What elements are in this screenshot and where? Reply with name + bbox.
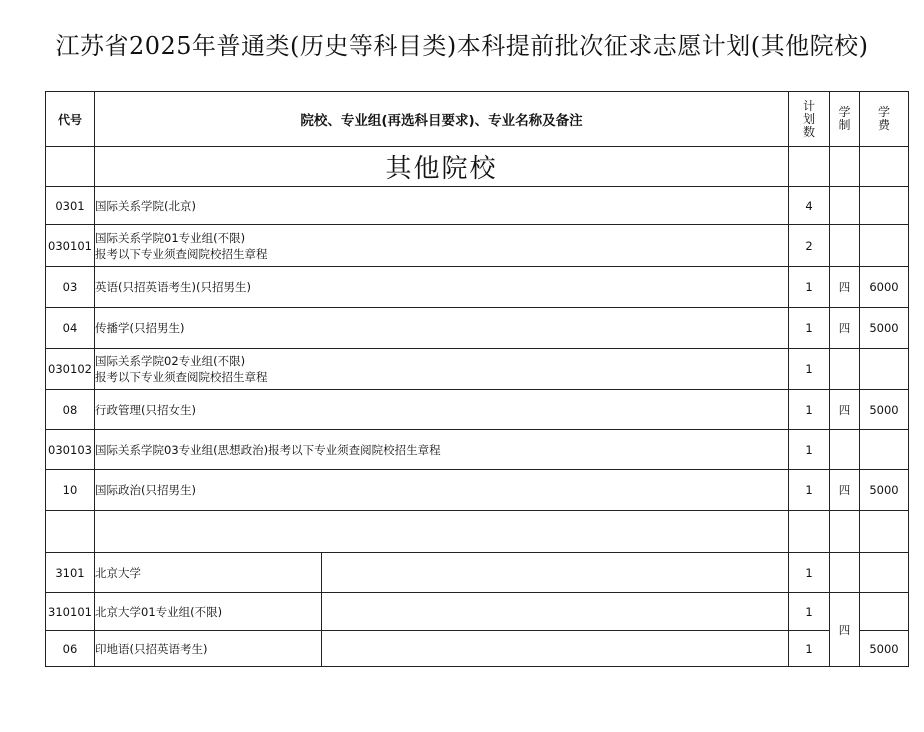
row-name: 北京大学 bbox=[95, 553, 322, 593]
row-plan: 4 bbox=[789, 187, 830, 225]
row-system bbox=[830, 349, 860, 390]
row-code: 08 bbox=[46, 390, 95, 430]
section-code-cell bbox=[46, 147, 95, 187]
row-plan: 1 bbox=[789, 308, 830, 349]
row-fee bbox=[860, 593, 909, 631]
row-system: 四 bbox=[830, 470, 860, 511]
header-plan: 计 划 数 bbox=[789, 92, 830, 147]
row-code: 06 bbox=[46, 631, 95, 667]
section-title: 其他院校 bbox=[95, 147, 789, 187]
row-fee: 5000 bbox=[860, 390, 909, 430]
table-row bbox=[46, 349, 909, 390]
page-title: 江苏省2025年普通类(历史等科目类)本科提前批次征求志愿计划(其他院校) bbox=[55, 32, 869, 60]
row-name: 印地语(只招英语考生) bbox=[95, 631, 322, 667]
row-system bbox=[830, 553, 860, 593]
row-code: 030103 bbox=[46, 430, 95, 470]
row-note bbox=[322, 553, 789, 593]
row-code: 3101 bbox=[46, 553, 95, 593]
row-name: 国际关系学院01专业组(不限) 报考以下专业须查阅院校招生章程 bbox=[95, 225, 789, 267]
section-row bbox=[46, 147, 909, 187]
header-system: 学 制 bbox=[830, 92, 860, 147]
header-fee: 学 费 bbox=[860, 92, 909, 147]
row-fee bbox=[860, 553, 909, 593]
row-fee bbox=[860, 225, 909, 267]
row-name: 国际关系学院(北京) bbox=[95, 187, 789, 225]
table-row bbox=[46, 631, 909, 667]
table-row bbox=[46, 470, 909, 511]
row-code: 310101 bbox=[46, 593, 95, 631]
enrollment-plan-table bbox=[45, 91, 909, 667]
row-system bbox=[830, 187, 860, 225]
row-code: 04 bbox=[46, 308, 95, 349]
row-code: 10 bbox=[46, 470, 95, 511]
row-fee bbox=[860, 187, 909, 225]
row-system bbox=[830, 430, 860, 470]
table-row bbox=[46, 593, 909, 631]
row-fee: 6000 bbox=[860, 267, 909, 308]
table-row bbox=[46, 430, 909, 470]
row-system: 四 bbox=[830, 593, 860, 667]
table-row bbox=[46, 553, 909, 593]
row-plan: 1 bbox=[789, 267, 830, 308]
row-code: 0301 bbox=[46, 187, 95, 225]
table-row bbox=[46, 308, 909, 349]
row-plan: 1 bbox=[789, 470, 830, 511]
row-plan: 1 bbox=[789, 349, 830, 390]
row-plan: 1 bbox=[789, 631, 830, 667]
row-system bbox=[830, 225, 860, 267]
row-note bbox=[322, 593, 789, 631]
row-name: 传播学(只招男生) bbox=[95, 308, 789, 349]
row-plan: 1 bbox=[789, 390, 830, 430]
table-header-row bbox=[46, 92, 909, 147]
row-fee bbox=[860, 430, 909, 470]
row-name: 国际政治(只招男生) bbox=[95, 470, 789, 511]
row-note bbox=[322, 631, 789, 667]
row-fee: 5000 bbox=[860, 308, 909, 349]
row-system: 四 bbox=[830, 308, 860, 349]
row-fee: 5000 bbox=[860, 631, 909, 667]
row-system: 四 bbox=[830, 390, 860, 430]
row-system: 四 bbox=[830, 267, 860, 308]
row-fee: 5000 bbox=[860, 470, 909, 511]
table-row bbox=[46, 390, 909, 430]
row-fee bbox=[860, 349, 909, 390]
row-name: 行政管理(只招女生) bbox=[95, 390, 789, 430]
row-plan: 1 bbox=[789, 430, 830, 470]
row-plan: 1 bbox=[789, 553, 830, 593]
blank-row bbox=[46, 511, 909, 553]
row-code: 03 bbox=[46, 267, 95, 308]
row-code: 030102 bbox=[46, 349, 95, 390]
row-name: 北京大学01专业组(不限) bbox=[95, 593, 322, 631]
row-name: 英语(只招英语考生)(只招男生) bbox=[95, 267, 789, 308]
row-plan: 1 bbox=[789, 593, 830, 631]
row-code: 030101 bbox=[46, 225, 95, 267]
row-name: 国际关系学院03专业组(思想政治)报考以下专业须查阅院校招生章程 bbox=[95, 430, 789, 470]
header-name: 院校、专业组(再选科目要求)、专业名称及备注 bbox=[95, 92, 789, 147]
header-code: 代号 bbox=[46, 92, 95, 147]
table-row bbox=[46, 187, 909, 225]
row-plan: 2 bbox=[789, 225, 830, 267]
table-row bbox=[46, 225, 909, 267]
row-name: 国际关系学院02专业组(不限) 报考以下专业须查阅院校招生章程 bbox=[95, 349, 789, 390]
table-row bbox=[46, 267, 909, 308]
